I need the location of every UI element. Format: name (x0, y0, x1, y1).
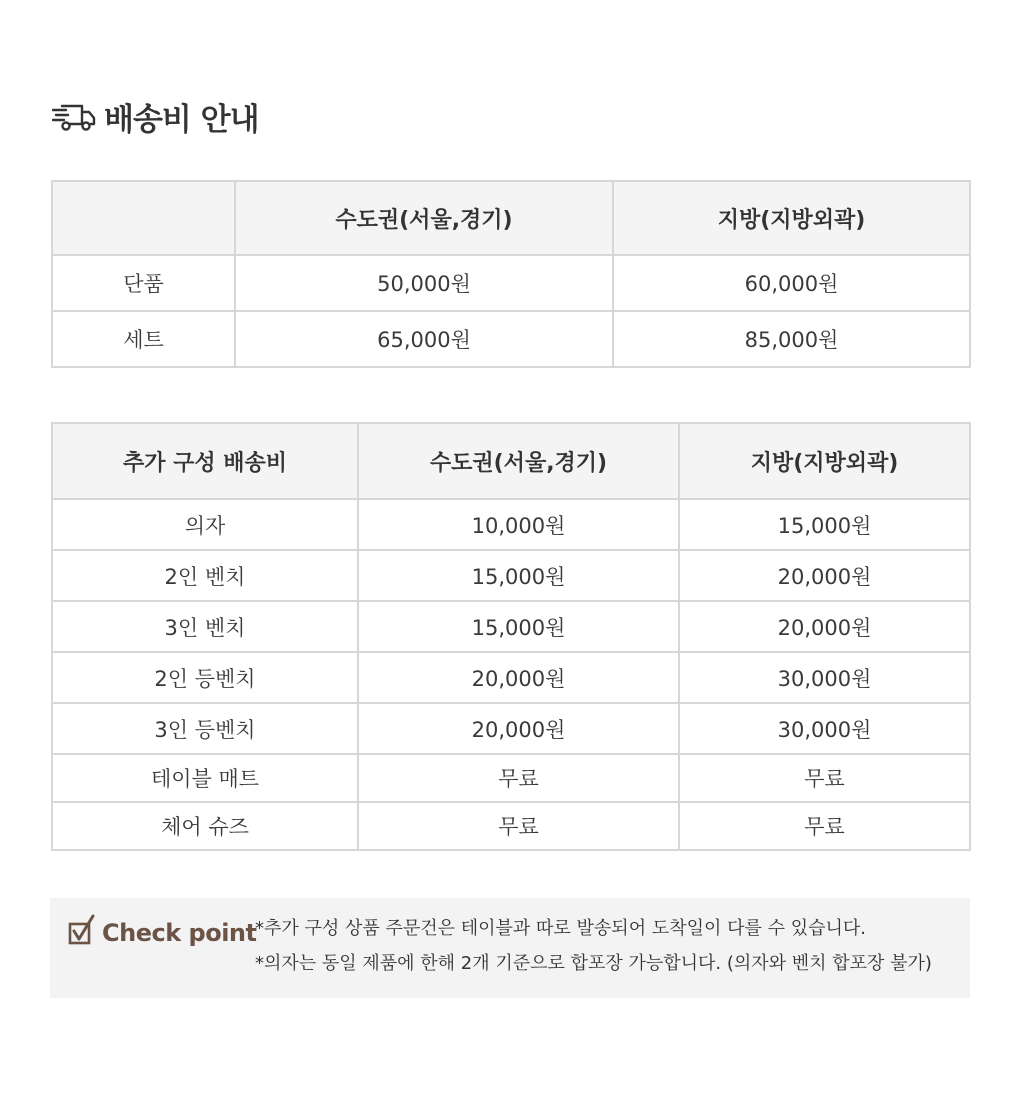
row-label: 세트 (52, 311, 235, 367)
provincial-fee: 무료 (679, 754, 970, 802)
checkbox-check-icon (68, 914, 98, 952)
page-title: 배송비 안내 (104, 102, 259, 138)
checkpoint-label: Check point (102, 919, 257, 947)
header-item: 추가 구성 배송비 (52, 423, 358, 499)
capital-fee: 15,000원 (358, 601, 679, 652)
shipping-fee-table (51, 180, 971, 368)
capital-fee: 20,000원 (358, 703, 679, 754)
checkpoint-heading (68, 914, 256, 952)
row-label: 2인 등벤치 (52, 652, 358, 703)
provincial-fee: 15,000원 (679, 499, 970, 550)
header-empty-cell (52, 181, 235, 255)
header-provincial-region: 지방(지방외곽) (613, 181, 970, 255)
checkpoint-notes (255, 918, 932, 988)
additional-shipping-fee-table (51, 422, 971, 851)
table-header-row (52, 181, 970, 255)
capital-fee: 50,000원 (235, 255, 613, 311)
table-row (52, 550, 970, 601)
provincial-fee: 20,000원 (679, 601, 970, 652)
provincial-fee: 30,000원 (679, 652, 970, 703)
header-capital-region: 수도권(서울,경기) (358, 423, 679, 499)
row-label: 의자 (52, 499, 358, 550)
checkpoint-note: *의자는 동일 제품에 한해 2개 기준으로 합포장 가능합니다. (의자와 벤치 합포장 불가) (255, 953, 932, 974)
provincial-fee: 무료 (679, 802, 970, 850)
capital-fee: 무료 (358, 802, 679, 850)
capital-fee: 15,000원 (358, 550, 679, 601)
section-title (52, 94, 259, 139)
provincial-fee: 20,000원 (679, 550, 970, 601)
table-header-row (52, 423, 970, 499)
header-capital-region: 수도권(서울,경기) (235, 181, 613, 255)
row-label: 3인 벤치 (52, 601, 358, 652)
row-label: 체어 슈즈 (52, 802, 358, 850)
table-row (52, 703, 970, 754)
table-row (52, 802, 970, 850)
capital-fee: 무료 (358, 754, 679, 802)
table-row (52, 652, 970, 703)
row-label: 테이블 매트 (52, 754, 358, 802)
row-label: 2인 벤치 (52, 550, 358, 601)
checkpoint-box (50, 898, 970, 998)
provincial-fee: 85,000원 (613, 311, 970, 367)
checkpoint-note: *추가 구성 상품 주문건은 테이블과 따로 발송되어 도착일이 다를 수 있습니다. (255, 918, 866, 939)
capital-fee: 65,000원 (235, 311, 613, 367)
row-label: 단품 (52, 255, 235, 311)
capital-fee: 10,000원 (358, 499, 679, 550)
header-provincial-region: 지방(지방외곽) (679, 423, 970, 499)
delivery-truck-icon (52, 100, 96, 134)
table-row (52, 601, 970, 652)
table-row (52, 499, 970, 550)
capital-fee: 20,000원 (358, 652, 679, 703)
table-row (52, 754, 970, 802)
table-row (52, 255, 970, 311)
table-row (52, 311, 970, 367)
provincial-fee: 60,000원 (613, 255, 970, 311)
row-label: 3인 등벤치 (52, 703, 358, 754)
provincial-fee: 30,000원 (679, 703, 970, 754)
